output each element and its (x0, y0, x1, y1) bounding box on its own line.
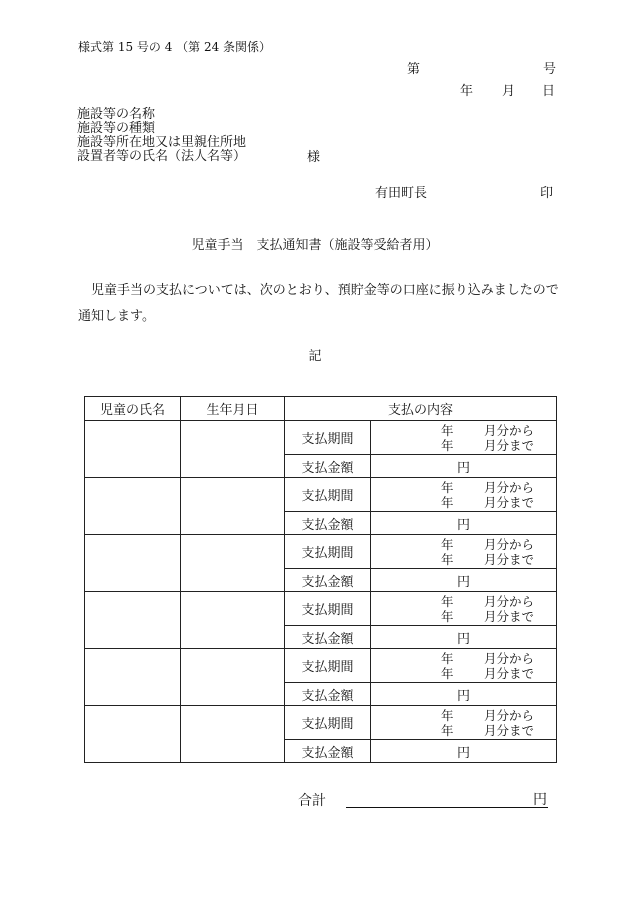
table-row (85, 478, 557, 512)
from-month: 月分から (484, 593, 535, 609)
amount-label: 支払金額 (285, 569, 371, 592)
period-label: 支払期間 (285, 535, 371, 569)
amount-label: 支払金額 (285, 683, 371, 706)
from-month: 月分から (484, 422, 535, 438)
amount-value: 円 (371, 626, 557, 649)
birthdate-cell (181, 706, 285, 763)
to-month: 月分まで (484, 608, 535, 624)
to-month: 月分まで (484, 722, 535, 738)
period-label: 支払期間 (285, 706, 371, 740)
table-row (85, 421, 557, 455)
amount-label: 支払金額 (285, 626, 371, 649)
child-name-cell (85, 421, 181, 478)
birthdate-cell (181, 421, 285, 478)
to-month: 月分まで (484, 665, 535, 681)
from-year: 年 (441, 593, 454, 609)
child-name-cell (85, 592, 181, 649)
ki-marker: 記 (308, 349, 322, 364)
period-label: 支払期間 (285, 592, 371, 626)
birthdate-cell (181, 535, 285, 592)
honorific: 様 (307, 150, 321, 165)
period-label: 支払期間 (285, 649, 371, 683)
from-year: 年 (441, 707, 454, 723)
period-value (371, 649, 557, 683)
to-year: 年 (441, 437, 454, 453)
table-row (85, 706, 557, 740)
field-facility-address: 施設等所在地又は里親住所地 (77, 135, 247, 150)
to-year: 年 (441, 551, 454, 567)
period-value (371, 478, 557, 512)
period-label: 支払期間 (285, 478, 371, 512)
amount-value: 円 (371, 455, 557, 478)
from-month: 月分から (484, 650, 535, 666)
date-day: 日 (542, 84, 556, 99)
header-birthdate: 生年月日 (181, 397, 285, 421)
amount-label: 支払金額 (285, 740, 371, 763)
body-text: 児童手当の支払については、次のとおり、預貯金等の口座に振り込みましたので通知します。 (78, 283, 559, 324)
header-payment-content: 支払の内容 (285, 397, 557, 421)
table-row (85, 649, 557, 683)
date-month: 月 (502, 84, 516, 99)
recipient-fields (77, 108, 246, 164)
amount-value: 円 (371, 569, 557, 592)
total-label: 合計 (298, 793, 326, 809)
period-value (371, 706, 557, 740)
period-value (371, 592, 557, 626)
child-name-cell (85, 478, 181, 535)
document-title: 児童手当 支払通知書（施設等受給者用） (191, 238, 439, 253)
field-facility-name: 施設等の名称 (77, 107, 156, 122)
child-name-cell (85, 706, 181, 763)
reference-number (407, 58, 557, 77)
from-year: 年 (441, 650, 454, 666)
to-year: 年 (441, 722, 454, 738)
payment-table (84, 396, 557, 763)
total-amount-line (346, 807, 548, 808)
seal-mark: 印 (540, 186, 554, 201)
period-value (371, 421, 557, 455)
total-yen: 円 (533, 792, 547, 808)
birthdate-cell (181, 478, 285, 535)
from-year: 年 (441, 422, 454, 438)
issuer-name: 有田町長 (375, 186, 428, 201)
period-label: 支払期間 (285, 421, 371, 455)
child-name-cell (85, 649, 181, 706)
amount-value: 円 (371, 512, 557, 535)
child-name-cell (85, 535, 181, 592)
to-year: 年 (441, 608, 454, 624)
birthdate-cell (181, 649, 285, 706)
amount-label: 支払金額 (285, 455, 371, 478)
ref-prefix: 第 (407, 62, 421, 77)
birthdate-cell (181, 592, 285, 649)
from-year: 年 (441, 536, 454, 552)
amount-value: 円 (371, 740, 557, 763)
from-month: 月分から (484, 536, 535, 552)
header-child-name: 児童の氏名 (85, 397, 181, 421)
to-year: 年 (441, 665, 454, 681)
ref-suffix: 号 (543, 62, 557, 77)
amount-value: 円 (371, 683, 557, 706)
to-month: 月分まで (484, 437, 535, 453)
table-header-row (85, 397, 557, 421)
table-row (85, 535, 557, 569)
form-number: 様式第 15 号の 4 （第 24 条関係） (78, 40, 272, 54)
field-facility-type: 施設等の種類 (77, 121, 156, 136)
field-operator-name: 設置者等の氏名（法人名等） (77, 149, 247, 164)
amount-label: 支払金額 (285, 512, 371, 535)
date-year: 年 (460, 84, 474, 99)
from-year: 年 (441, 479, 454, 495)
from-month: 月分から (484, 479, 535, 495)
table-row (85, 592, 557, 626)
from-month: 月分から (484, 707, 535, 723)
period-value (371, 535, 557, 569)
to-year: 年 (441, 494, 454, 510)
to-month: 月分まで (484, 551, 535, 567)
to-month: 月分まで (484, 494, 535, 510)
